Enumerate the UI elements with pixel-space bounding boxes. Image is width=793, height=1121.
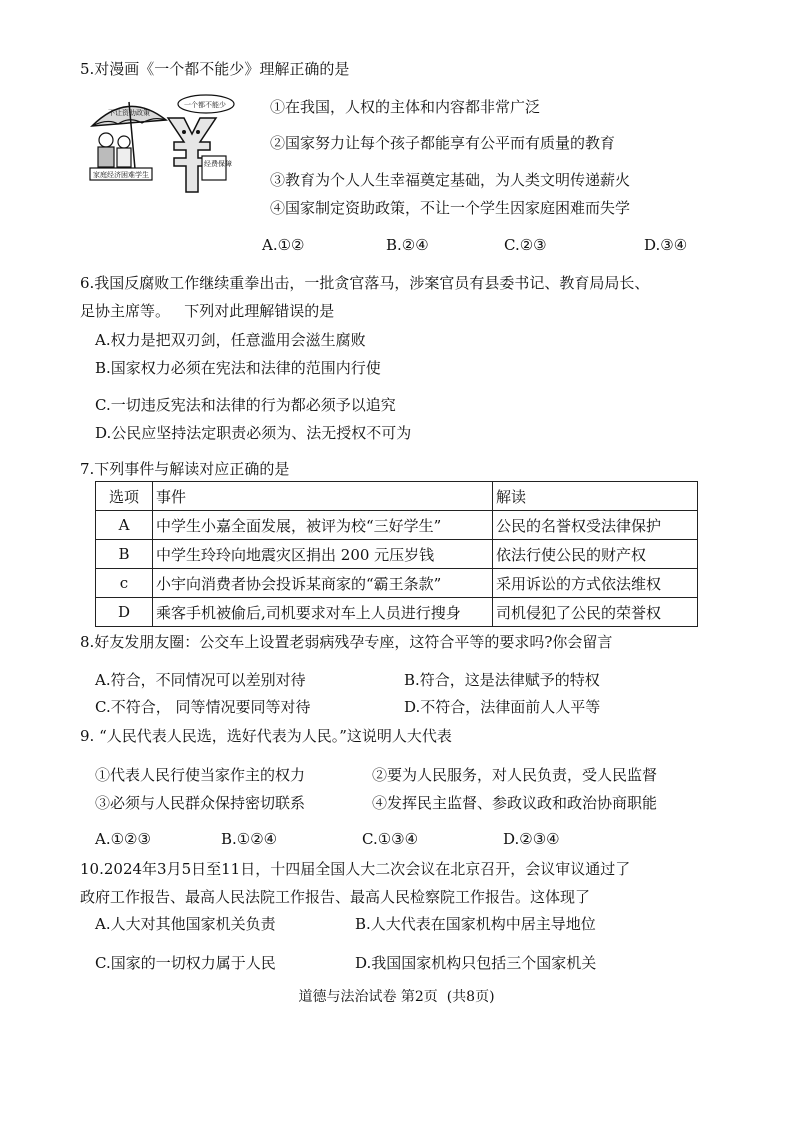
table-row: [96, 598, 698, 627]
q5-option-d: D.③④: [644, 236, 688, 254]
q9-stem: 9. “人民代表人民选，选好代表为人民。”这说明人大代表: [80, 727, 452, 745]
table-row: [96, 540, 698, 569]
cartoon-bubble-text: 一个都不能少: [184, 101, 226, 109]
q6-option-c: C.一切违反宪法和法律的行为都必须予以追究: [95, 396, 396, 414]
q9-option-b: B.①②④: [221, 830, 278, 848]
q8-option-a: A.符合，不同情况可以差别对待: [95, 671, 306, 689]
table-cell-interpretation: 采用诉讼的方式依法维权: [493, 569, 698, 598]
q9-option-a: A.①②③: [95, 830, 151, 848]
q7-stem: 7.下列事件与解读对应正确的是: [80, 460, 290, 478]
q9-option-c: C.①③④: [362, 830, 419, 848]
q10-stem-line2: 政府工作报告、最高人民法院工作报告、最高人民检察院工作报告。这体现了: [80, 888, 591, 906]
q5-stem: 5.对漫画《一个都不能少》理解正确的是: [80, 60, 350, 78]
q6-option-b: B.国家权力必须在宪法和法律的范围内行使: [95, 359, 381, 377]
cartoon-image: [88, 88, 236, 200]
q6-option-a: A.权力是把双刃剑，任意滥用会滋生腐败: [95, 331, 366, 349]
q9-statement-2: ②要为人民服务，对人民负责，受人民监督: [372, 766, 658, 784]
q10-option-c: C.国家的一切权力属于人民: [95, 954, 276, 972]
q6-option-d: D.公民应坚持法定职责必须为、法无授权不可为: [95, 424, 412, 442]
page-footer: 道德与法治试卷 第2页 (共8页): [298, 989, 495, 1005]
table-cell-option: B: [96, 540, 153, 569]
cartoon-sign-text: 经费保障: [204, 160, 232, 168]
table-header-interpretation: 解读: [493, 482, 698, 511]
q9-statement-3: ③必须与人民群众保持密切联系: [95, 794, 306, 812]
q8-stem: 8.好友发朋友圈：公交车上设置老弱病残孕专座，这符合平等的要求吗?你会留言: [80, 633, 613, 651]
q10-option-a: A.人大对其他国家机关负责: [95, 915, 276, 933]
table-cell-event: 中学生小嘉全面发展，被评为校“三好学生”: [153, 511, 493, 540]
q10-option-b: B.人大代表在国家机构中居主导地位: [355, 915, 596, 933]
q9-statement-1: ①代表人民行使当家作主的权力: [95, 766, 306, 784]
q9-statement-4: ④发挥民主监督、参政议政和政治协商职能: [372, 794, 658, 812]
cartoon-banner-text: 家庭经济困难学生: [93, 171, 149, 179]
table-cell-interpretation: 依法行使公民的财产权: [493, 540, 698, 569]
q9-option-d: D.②③④: [503, 830, 560, 848]
q10-stem-line1: 10.2024年3月5日至11日，十四届全国人大二次会议在北京召开，会议审议通过了: [80, 860, 631, 878]
q5-statement-3: ③教育为个人人生幸福奠定基础，为人类文明传递薪火: [270, 171, 631, 189]
q10-option-d: D.我国国家机构只包括三个国家机关: [355, 954, 597, 972]
q7-table: [95, 481, 698, 627]
table-row: [96, 569, 698, 598]
table-cell-option: D: [96, 598, 153, 627]
q8-option-c: C.不符合， 同等情况要同等对待: [95, 698, 311, 716]
table-row: [96, 511, 698, 540]
q5-option-b: B.②④: [386, 236, 429, 254]
cartoon-umbrella-text: 不让资助政策: [108, 109, 150, 117]
q6-stem-line2: 足协主席等。 下列对此理解错误的是: [80, 302, 335, 320]
table-cell-event: 中学生玲玲向地震灾区捐出 200 元压岁钱: [153, 540, 493, 569]
q6-stem-line1: 6.我国反腐败工作继续重拳出击，一批贪官落马，涉案官员有县委书记、教育局局长、: [80, 274, 650, 292]
q5-option-c: C.②③: [504, 236, 547, 254]
q5-option-a: A.①②: [262, 236, 305, 254]
table-cell-event: 乘客手机被偷后,司机要求对车上人员进行搜身: [153, 598, 493, 627]
table-cell-interpretation: 公民的名誉权受法律保护: [493, 511, 698, 540]
table-cell-event: 小宇向消费者协会投诉某商家的“霸王条款”: [153, 569, 493, 598]
table-header-event: 事件: [153, 482, 493, 511]
q5-statement-2: ②国家努力让每个孩子都能享有公平而有质量的教育: [270, 134, 616, 152]
q8-option-b: B.符合，这是法律赋予的特权: [404, 671, 600, 689]
q8-option-d: D.不符合，法律面前人人平等: [404, 698, 601, 716]
table-header-option: 选项: [96, 482, 153, 511]
table-header-row: [96, 482, 698, 511]
q5-statement-4: ④国家制定资助政策，不让一个学生因家庭困难而失学: [270, 199, 631, 217]
q5-statement-1: ①在我国，人权的主体和内容都非常广泛: [270, 98, 541, 116]
table-cell-option: c: [96, 569, 153, 598]
table-cell-option: A: [96, 511, 153, 540]
table-cell-interpretation: 司机侵犯了公民的荣誉权: [493, 598, 698, 627]
